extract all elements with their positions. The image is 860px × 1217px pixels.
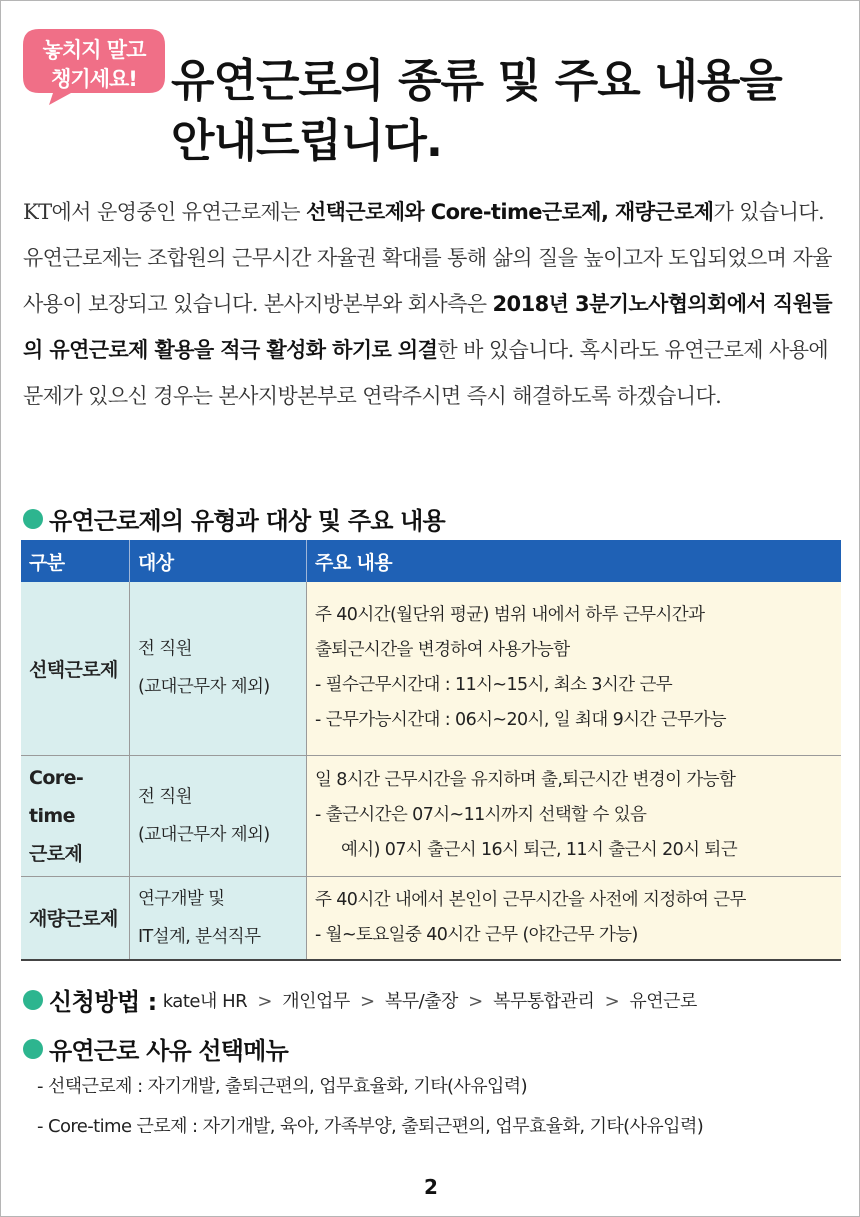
menu-path-step: kate내 HR (162, 990, 248, 1012)
row-content-cell (307, 582, 842, 755)
menu-path (163, 987, 702, 1013)
row-content-line: - 근무가능시간대 : 06시~20시, 일 최대 9시간 근무가능 (315, 710, 726, 731)
chevron-right-icon: > (604, 990, 620, 1012)
row-type-cell (21, 876, 130, 960)
intro-bold-2: 2018년 3분기노사협의회에서 직원들의 유연근로제 활용을 적극 활성화 하기로 의결 (23, 292, 832, 362)
table-row (21, 582, 841, 755)
table-header-type: 구분 (21, 540, 130, 582)
row-target-cell (130, 755, 307, 876)
section-heading-types-label: 유연근로제의 유형과 대상 및 주요 내용 (49, 507, 445, 535)
intro-text-3: 한 바 있습니다. 혹시라도 유연근로제 사용에 문제가 있으신 경우는 본사지방본부로 연락주시면 즉시 해결하도록 하겠습니다. (23, 338, 829, 408)
row-type-label: 선택근로제 (29, 658, 118, 681)
menu-path-step: 복무/출장 (384, 990, 458, 1012)
row-content-line: - 필수근무시간대 : 11시~15시, 최소 3시간 근무 (315, 675, 673, 696)
section-heading-reasons-label: 유연근로 사유 선택메뉴 (49, 1037, 288, 1065)
row-target-line: (교대근무자 제외) (138, 824, 270, 845)
list-item: - 선택근로제 : 자기개발, 출퇴근편의, 업무효율화, 기타(사유입력) (37, 1076, 527, 1097)
row-content-cell (307, 755, 842, 876)
intro-paragraph (23, 189, 843, 419)
title-line-1: 유연근로의 종류 및 주요 내용을 (171, 54, 782, 107)
bullet-dot-icon (23, 1039, 43, 1059)
chevron-right-icon: > (359, 990, 375, 1012)
row-type-cell (21, 582, 130, 755)
badge-line-2: 챙기세요! (51, 67, 137, 91)
table-row (21, 755, 841, 876)
row-content-line: - 월~토요일중 40시간 근무 (야간근무 가능) (315, 924, 638, 945)
bullet-dot-icon (23, 509, 43, 529)
intro-text-1: KT에서 운영중인 유연근로제는 (23, 200, 306, 224)
table-header-row (21, 540, 841, 582)
intro-bold-1: 선택근로제와 Core-time근로제, 재량근로제 (305, 200, 714, 224)
row-content-cell (307, 876, 842, 960)
menu-path-step: 유연근로 (629, 990, 697, 1012)
row-target-cell (130, 876, 307, 960)
intro-text-2: 가 있습니다. 유연근로제는 조합원의 근무시간 자율권 확대를 통해 삶의 질을 높이고자 도입되었으며 자율 사용이 보장되고 있습니다. 본사지방본부와 회사측은 (23, 200, 832, 316)
badge-line-1: 놓치지 말고 (42, 38, 146, 62)
page-title (171, 51, 782, 171)
row-content-line: - 출근시간은 07시~11시까지 선택할 수 있음 (315, 805, 647, 825)
row-content-line: 주 40시간(월단위 평균) 범위 내에서 하루 근무시간과 (315, 605, 705, 626)
row-type-label: 근로제 (29, 842, 83, 865)
chevron-right-icon: > (257, 990, 272, 1012)
row-type-label: Core-time (29, 766, 84, 827)
row-target-line: 연구개발 및 (138, 888, 225, 909)
row-target-line: (교대근무자 제외) (138, 677, 270, 698)
section-heading-types (23, 501, 445, 536)
title-line-2: 안내드립니다. (171, 114, 442, 167)
apply-method (23, 982, 702, 1017)
reason-menu-list (37, 1067, 703, 1147)
reminder-badge (19, 25, 169, 105)
row-content-line: 일 8시간 근무시간을 유지하며 출,퇴근시간 변경이 가능함 (315, 770, 736, 790)
row-target-line: IT설계, 분석직무 (138, 926, 261, 947)
row-type-label: 재량근로제 (29, 908, 118, 931)
row-content-line: 출퇴근시간을 변경하여 사용가능함 (315, 640, 570, 661)
chevron-right-icon: > (468, 990, 483, 1012)
bullet-dot-icon (23, 990, 43, 1010)
flex-work-table (21, 540, 841, 961)
row-type-cell (21, 755, 130, 876)
menu-path-step: 개인업무 (282, 990, 350, 1012)
apply-method-label: 신청방법 : (49, 988, 157, 1016)
row-content-line: 주 40시간 내에서 본인이 근무시간을 사전에 지정하여 근무 (315, 889, 746, 910)
menu-path-step: 복무통합관리 (493, 990, 595, 1012)
row-content-line: 예시) 07시 출근시 16시 퇴근, 11시 출근시 20시 퇴근 (341, 840, 738, 860)
section-heading-reasons (23, 1031, 288, 1066)
list-item: - Core-time 근로제 : 자기개발, 육아, 가족부양, 출퇴근편의, 업무효율화, 기타(사유입력) (37, 1116, 704, 1137)
table-row (21, 876, 841, 960)
row-target-cell (130, 582, 307, 755)
table-header-target: 대상 (130, 540, 307, 582)
row-target-line: 전 직원 (138, 786, 192, 807)
table-header-content: 주요 내용 (307, 540, 842, 582)
row-target-line: 전 직원 (138, 639, 192, 660)
page-number: 2 (424, 1175, 438, 1199)
